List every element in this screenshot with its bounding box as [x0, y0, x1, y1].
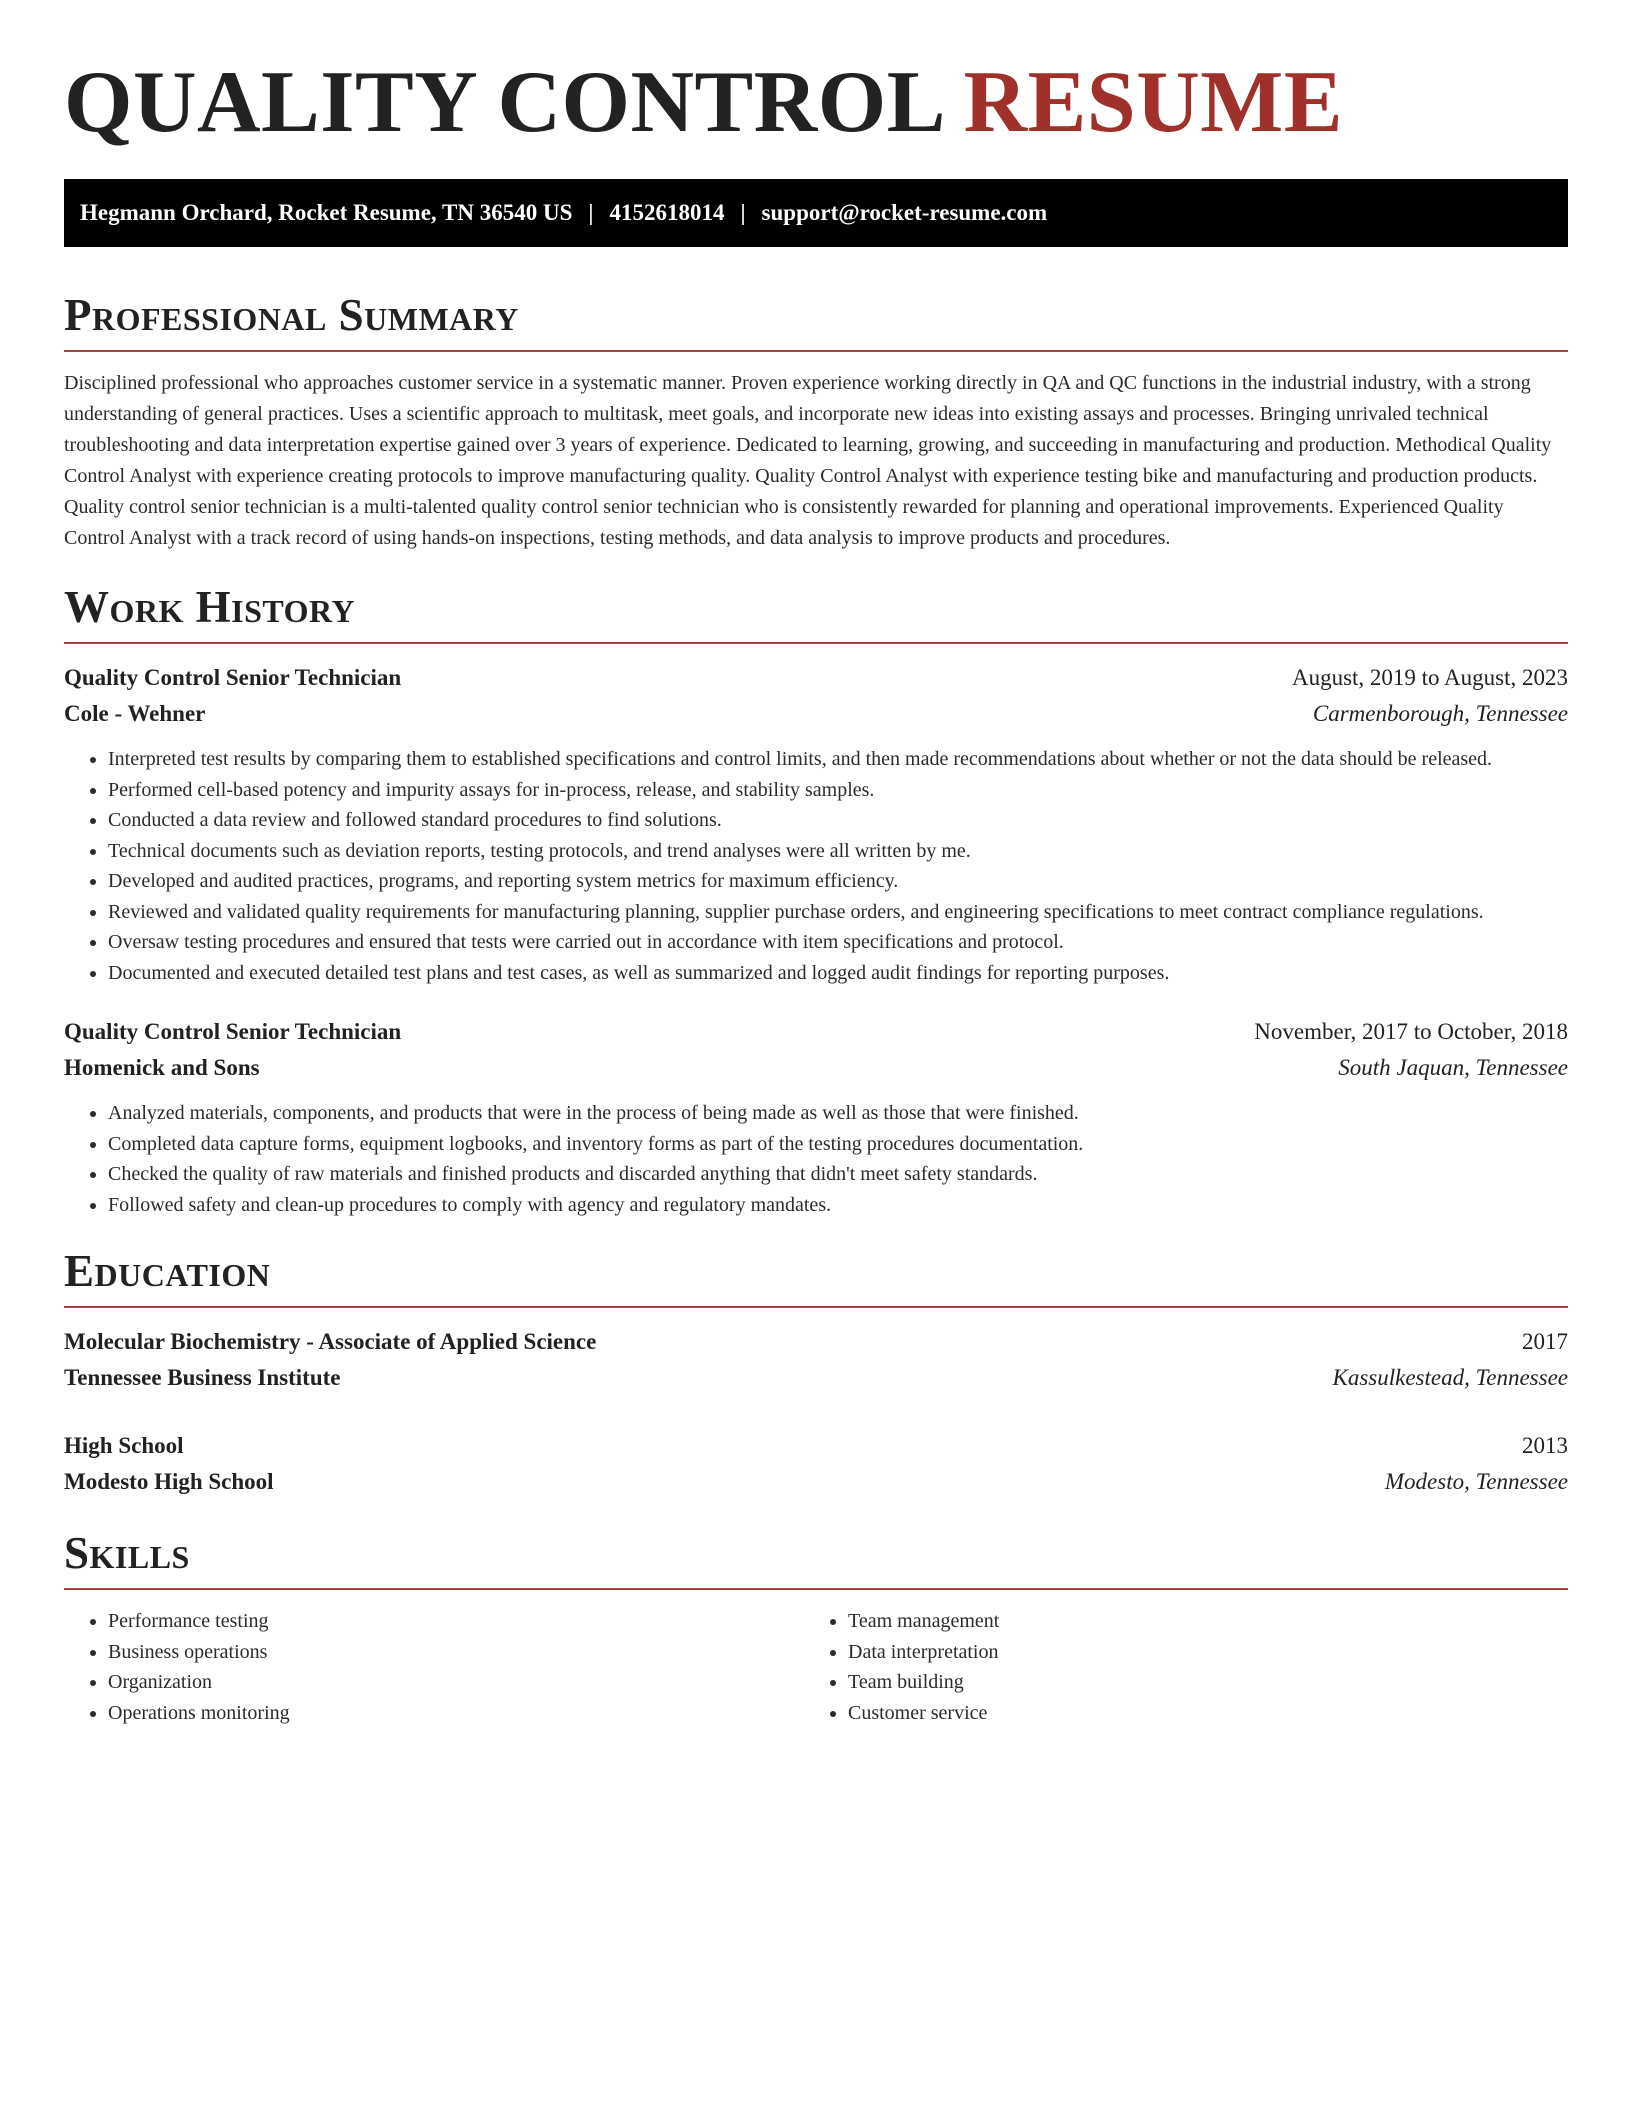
- job-bullet: • Documented and executed detailed test plans and test cases, as well as summarized and logged audit findings for reporting purposes.: [108, 958, 1568, 989]
- contact-email: support@rocket-resume.com: [761, 200, 1048, 226]
- education-degree: High School: [64, 1433, 184, 1459]
- education-location: Kassulkestead, Tennessee: [1332, 1365, 1568, 1391]
- education-school-row: [64, 1464, 1568, 1500]
- education-section: [64, 1244, 1568, 1500]
- skill-item: • Data interpretation: [848, 1637, 1544, 1668]
- skills-list-left: [64, 1606, 804, 1728]
- education-school: Tennessee Business Institute: [64, 1365, 341, 1391]
- contact-phone: 4152618014: [609, 200, 725, 226]
- title-main: QUALITY CONTROL: [64, 54, 942, 151]
- job-bullet: • Checked the quality of raw materials and finished products and discarded anything that didn't meet safety standards.: [108, 1159, 1568, 1190]
- education-entry: [64, 1428, 1568, 1500]
- education-degree-row: [64, 1428, 1568, 1464]
- job-header-row: [64, 1014, 1568, 1050]
- skill-item: • Team management: [848, 1606, 1544, 1637]
- contact-separator: |: [740, 200, 746, 226]
- job-bullets: [64, 744, 1568, 988]
- education-divider: [64, 1306, 1568, 1308]
- skills-section: [64, 1526, 1568, 1728]
- job-header-row: [64, 660, 1568, 696]
- work-divider: [64, 642, 1568, 644]
- skill-item: • Operations monitoring: [108, 1698, 804, 1729]
- job-dates: August, 2019 to August, 2023: [1291, 665, 1568, 691]
- skills-list-right: [804, 1606, 1544, 1728]
- skill-item: • Organization: [108, 1667, 804, 1698]
- job-entry: [64, 1014, 1568, 1220]
- title-accent: RESUME: [963, 54, 1344, 151]
- skills-divider: [64, 1588, 1568, 1590]
- job-company-row: [64, 696, 1568, 732]
- education-heading: Education: [64, 1246, 271, 1297]
- skill-item: • Performance testing: [108, 1606, 804, 1637]
- contact-separator: |: [588, 200, 594, 226]
- education-degree: Molecular Biochemistry - Associate of Applied Science: [64, 1329, 597, 1355]
- education-school: Modesto High School: [64, 1469, 274, 1495]
- resume-page: [64, 0, 1568, 1728]
- education-entry: [64, 1324, 1568, 1396]
- skills-columns: [64, 1606, 1568, 1728]
- job-company-row: [64, 1050, 1568, 1086]
- job-bullet: • Interpreted test results by comparing them to established specifications and control limits, and then made recommendations about whether or not the data should be released.: [108, 744, 1568, 775]
- job-bullet: • Developed and audited practices, programs, and reporting system metrics for maximum efficiency.: [108, 866, 1568, 897]
- job-entry: [64, 660, 1568, 988]
- work-heading: Work History: [64, 582, 356, 633]
- job-bullet: • Analyzed materials, components, and products that were in the process of being made as well as those that were finished.: [108, 1098, 1568, 1129]
- education-year: 2013: [1522, 1433, 1568, 1459]
- job-bullet: • Performed cell-based potency and impurity assays for in-process, release, and stability samples.: [108, 775, 1568, 806]
- job-title: Quality Control Senior Technician: [64, 1019, 402, 1045]
- education-location: Modesto, Tennessee: [1384, 1469, 1568, 1495]
- skill-item: • Customer service: [848, 1698, 1544, 1729]
- skills-heading: Skills: [64, 1528, 190, 1579]
- job-bullet: • Technical documents such as deviation reports, testing protocols, and trend analyses were all written by me.: [108, 836, 1568, 867]
- education-year: 2017: [1522, 1329, 1568, 1355]
- job-dates: November, 2017 to October, 2018: [1254, 1019, 1568, 1045]
- resume-title: [64, 52, 1568, 153]
- job-company: Homenick and Sons: [64, 1055, 260, 1081]
- job-bullets: [64, 1098, 1568, 1220]
- contact-address: Hegmann Orchard, Rocket Resume, TN 36540 US: [80, 200, 573, 226]
- job-bullet: • Completed data capture forms, equipment logbooks, and inventory forms as part of the testing procedures documentation.: [108, 1129, 1568, 1160]
- job-bullet: • Reviewed and validated quality requirements for manufacturing planning, supplier purchase orders, and engineering specifications to meet contract compliance regulations.: [108, 897, 1568, 928]
- education-school-row: [64, 1360, 1568, 1396]
- summary-section: [64, 288, 1568, 554]
- skill-item: • Team building: [848, 1667, 1544, 1698]
- job-bullet: • Followed safety and clean-up procedures to comply with agency and regulatory mandates.: [108, 1190, 1568, 1221]
- skill-item: • Business operations: [108, 1637, 804, 1668]
- job-location: Carmenborough, Tennessee: [1312, 701, 1568, 727]
- job-bullet: • Conducted a data review and followed standard procedures to find solutions.: [108, 805, 1568, 836]
- job-company: Cole - Wehner: [64, 701, 206, 727]
- summary-text: Disciplined professional who approaches customer service in a systematic manner. Proven experience working directly in QA and QC functions in the industrial industry, with a strong understanding of general practices. Uses a scientific approach to multitask, meet goals, and incorporate new ideas into existing assays and processes. Bringing unrivaled technical troubleshooting and data interpretation expertise gained over 3 years of experience. Dedicated to learning, growing, and succeeding in manufacturing and production. Methodical Quality Control Analyst with experience creating protocols to improve manufacturing quality. Quality Control Analyst with experience testing bike and manufacturing and production products. Quality control senior technician is a multi-talented quality control senior technician who is consistently rewarded for planning and operational improvements. Experienced Quality Control Analyst with a track record of using hands-on inspections, testing methods, and data analysis to improve products and procedures.: [64, 372, 1552, 550]
- job-title: Quality Control Senior Technician: [64, 665, 402, 691]
- job-bullet: • Oversaw testing procedures and ensured that tests were carried out in accordance with item specifications and protocol.: [108, 927, 1568, 958]
- work-section: [64, 580, 1568, 1220]
- job-location: South Jaquan, Tennessee: [1338, 1055, 1568, 1081]
- education-degree-row: [64, 1324, 1568, 1360]
- summary-heading: Professional Summary: [64, 290, 519, 341]
- contact-bar: [64, 179, 1568, 247]
- summary-divider: [64, 350, 1568, 352]
